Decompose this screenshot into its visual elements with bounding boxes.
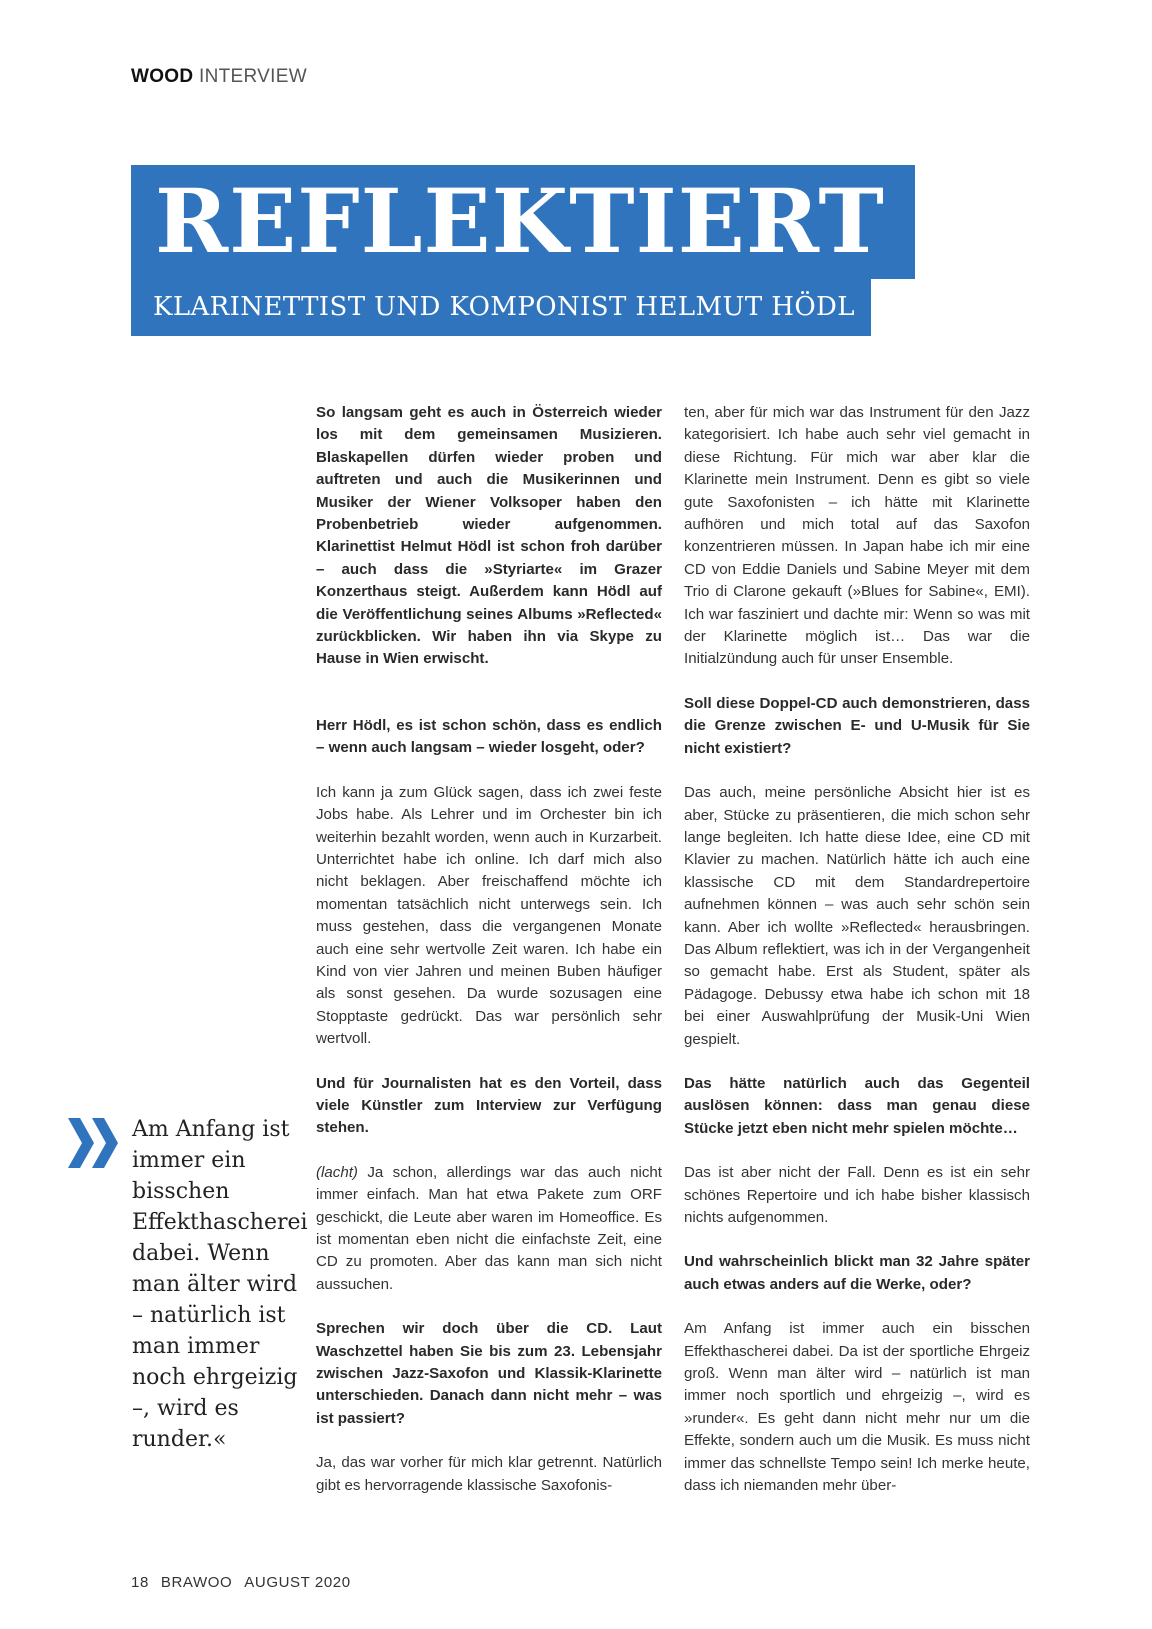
answer-4: Das auch, meine persönliche Absicht hier ist es aber, Stücke zu präsentieren, die mich schon sehr lange begleiten. Ich hatte diese Idee, eine CD mit Klavier zu machen. Natürlich hätte ich auch eine klassische CD mit dem Standardrepertoire aufnehmen können – was auch sehr schön sein kann. Aber ich wollte »Reflected« herausbringen. Das Album reflektiert, was ich in der Vergangenheit so gemacht habe. Erst als Student, später als Pädagoge. Debussy etwa habe ich schon mit 18 bei einer Auswahlprüfung der Musik-Uni Wien gespielt. [684, 784, 1030, 1048]
text-column-right [684, 402, 1030, 1519]
section-label-strong: WOOD [131, 66, 194, 87]
text-column-left [316, 402, 662, 1519]
title-banner [131, 165, 915, 279]
page-footer [131, 1574, 363, 1591]
issue-date: AUGUST 2020 [244, 1574, 351, 1591]
section-label [131, 66, 307, 88]
section-label-light: INTERVIEW [199, 66, 307, 87]
question-1: Herr Hödl, es ist schon schön, dass es endlich – wenn auch langsam – wieder losgeht, oder? [316, 716, 662, 757]
answer-2-text: Ja schon, allerdings war das auch nicht immer einfach. Man hat etwa Pakete zum ORF geschickt, die Leute aber waren im Homeoffice. Es ist momentan eben nicht die einfachste Zeit, eine CD zu promoten. Aber das kann man sich nicht aussuchen. [316, 1163, 662, 1293]
question-2: Und für Journalisten hat es den Vorteil, dass viele Künstler zum Interview zur Verfügung stehen. [316, 1074, 662, 1137]
intro-paragraph: So langsam geht es auch in Österreich wieder los mit dem gemeinsamen Musizieren. Blaskapellen dürfen wieder proben und auftreten und auch die Musikerinnen und Musiker der Wiener Volksoper haben den Probenbetrieb wieder aufgenommen. Klarinettist Helmut Hödl ist schon froh darüber – auch dass die »Styriarte« im Grazer Konzerthaus steigt. Außerdem kann Hödl auf die Veröffentlichung seines Albums »Reflected« zurückblicken. Wir haben ihn via Skype zu Hause in Wien erwischt. [316, 404, 662, 668]
pull-quote-text: Am Anfang ist immer ein bisschen Effekthascherei dabei. Wenn man älter wird – natürlich ist man immer noch ehrgeizig –, wird es runder.« [132, 1117, 308, 1452]
answer-2 [316, 1162, 662, 1296]
magazine-name: BRAWOO [160, 1574, 233, 1591]
answer-2-aside: (lacht) [316, 1163, 358, 1181]
question-3: Sprechen wir doch über die CD. Laut Waschzettel haben Sie bis zum 23. Lebensjahr zwischen Jazz-Saxofon und Klassik-Klarinette unterschieden. Danach dann nicht mehr – was ist passiert? [316, 1320, 662, 1427]
answer-1: Ich kann ja zum Glück sagen, dass ich zwei feste Jobs habe. Als Lehrer und im Orchester bin ich weiterhin bezahlt worden, wenn auch in Kurzarbeit. Unterrichtet habe ich online. Ich darf mich also nicht beklagen. Aber freischaffend möchte ich momentan tatsächlich nicht unterwegs sein. Ich muss gestehen, dass die vergangenen Monate auch eine sehr wertvolle Zeit waren. Ich habe ein Kind von vier Jahren und meinen Buben häufiger als sonst gesehen. Da wurde sozusagen eine Stopptaste gedrückt. Das war persönlich sehr wertvoll. [316, 783, 662, 1048]
answer-6: Am Anfang ist immer auch ein bisschen Effekthascherei dabei. Da ist der sportliche Ehrgeiz groß. Wenn man älter wird – natürlich ist man immer noch sportlich und ehrgeizig –, wird es »runder«. Es geht dann nicht mehr nur um die Effekte, sondern auch um die Musik. Es muss nicht immer das schnellste Tempo sein! Ich merke heute, dass ich niemanden mehr über- [684, 1320, 1030, 1495]
question-4: Soll diese Doppel-CD auch demonstrieren, dass die Grenze zwischen E- und U-Musik für Sie nicht existiert? [684, 694, 1030, 757]
page-number: 18 [131, 1574, 149, 1591]
guillemet-quote-icon [68, 1118, 122, 1168]
article-subtitle: KLARINETTIST UND KOMPONIST HELMUT HÖDL [153, 292, 855, 322]
answer-3: Ja, das war vorher für mich klar getrennt. Natürlich gibt es hervorragende klassische Saxofonis- [316, 1454, 662, 1494]
answer-3-continued: ten, aber für mich war das Instrument für den Jazz kategorisiert. Ich habe auch sehr viel gemacht in diese Richtung. Für mich war aber klar die Klarinette mein Instrument. Denn es gibt so viele gute Saxofonisten – ich hätte mit Klarinette aufhören und mich total auf das Saxofon konzentrieren müssen. In Japan habe ich mir eine CD von Eddie Daniels und Sabine Meyer mit dem Trio di Clarone gekauft (»Blues for Sabine«, EMI). Ich war fasziniert und dachte mir: Wenn so was mit der Klarinette möglich ist… Das war die Initialzündung auch für unser Ensemble. [684, 404, 1030, 668]
answer-5: Das ist aber nicht der Fall. Denn es ist ein sehr schönes Repertoire und ich habe bisher klassisch nichts aufgenommen. [684, 1164, 1030, 1226]
question-6: Und wahrscheinlich blickt man 32 Jahre später auch etwas anders auf die Werke, oder? [684, 1253, 1030, 1293]
question-5: Das hätte natürlich auch das Gegenteil auslösen können: dass man genau diese Stücke jetzt eben nicht mehr spielen möchte… [684, 1074, 1030, 1137]
subtitle-banner [131, 279, 871, 336]
article-title: REFLEKTIERT [155, 169, 885, 273]
